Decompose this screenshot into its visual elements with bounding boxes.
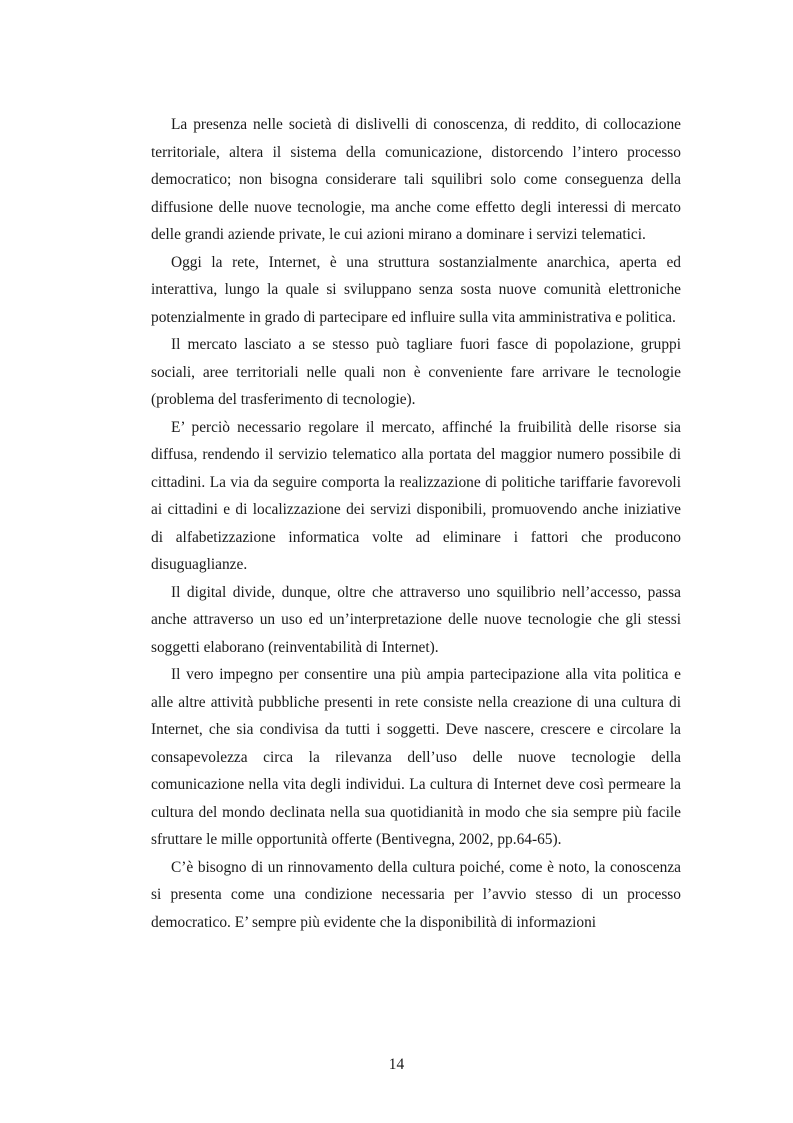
paragraph: C’è bisogno di un rinnovamento della cultura poiché, come è noto, la conoscenza si presenta come una condizione necessaria per l’avvio stesso di un processo democratico. E’ sempre più evidente che la disponibilità di informazioni bbox=[151, 858, 681, 931]
paragraph: Oggi la rete, Internet, è una struttura sostanzialmente anarchica, aperta ed interattiva, lungo la quale si sviluppano senza sosta nuove comunità elettroniche potenzialmente in grado di partecipare ed influire sulla vita amministrativa e politica. bbox=[151, 253, 681, 326]
page-number: 14 bbox=[388, 1056, 405, 1073]
paragraph: Il vero impegno per consentire una più ampia partecipazione alla vita politica e alle altre attività pubbliche presenti in rete consiste nella creazione di una cultura di Internet, che sia condivisa da tutti i soggetti. Deve nascere, crescere e circolare la consapevolezza circa la rilevanza dell’uso delle nuove tecnologie della comunicazione nella vita degli individui. La cultura di Internet deve così permeare la cultura del mondo declinata nella sua quotidianità in modo che sia sempre più facile sfruttare le mille opportunità offerte (Bentivegna, 2002, pp.64-65). bbox=[151, 666, 681, 848]
text-body bbox=[151, 111, 681, 936]
paragraph: La presenza nelle società di dislivelli di conoscenza, di reddito, di collocazione territoriale, altera il sistema della comunicazione, distorcendo l’intero processo democratico; non bisogna considerare tali squilibri solo come conseguenza della diffusione delle nuove tecnologie, ma anche come effetto degli interessi di mercato delle grandi aziende private, le cui azioni mirano a dominare i servizi telematici. bbox=[151, 116, 681, 243]
paragraph: Il digital divide, dunque, oltre che attraverso uno squilibrio nell’accesso, passa anche attraverso un uso ed un’interpretazione delle nuove tecnologie che gli stessi soggetti elaborano (reinventabilità di Internet). bbox=[151, 583, 681, 656]
paragraph: E’ perciò necessario regolare il mercato, affinché la fruibilità delle risorse sia diffusa, rendendo il servizio telematico alla portata del maggior numero possibile di cittadini. La via da seguire comporta la realizzazione di politiche tariffarie favorevoli ai cittadini e di localizzazione dei servizi disponibili, promuovendo anche iniziative di alfabetizzazione informatica volte ad eliminare i fattori che producono disuguaglianze. bbox=[151, 418, 681, 573]
paragraph: Il mercato lasciato a se stesso può tagliare fuori fasce di popolazione, gruppi sociali, aree territoriali nelle quali non è conveniente fare arrivare le tecnologie (problema del trasferimento di tecnologie). bbox=[151, 336, 681, 408]
